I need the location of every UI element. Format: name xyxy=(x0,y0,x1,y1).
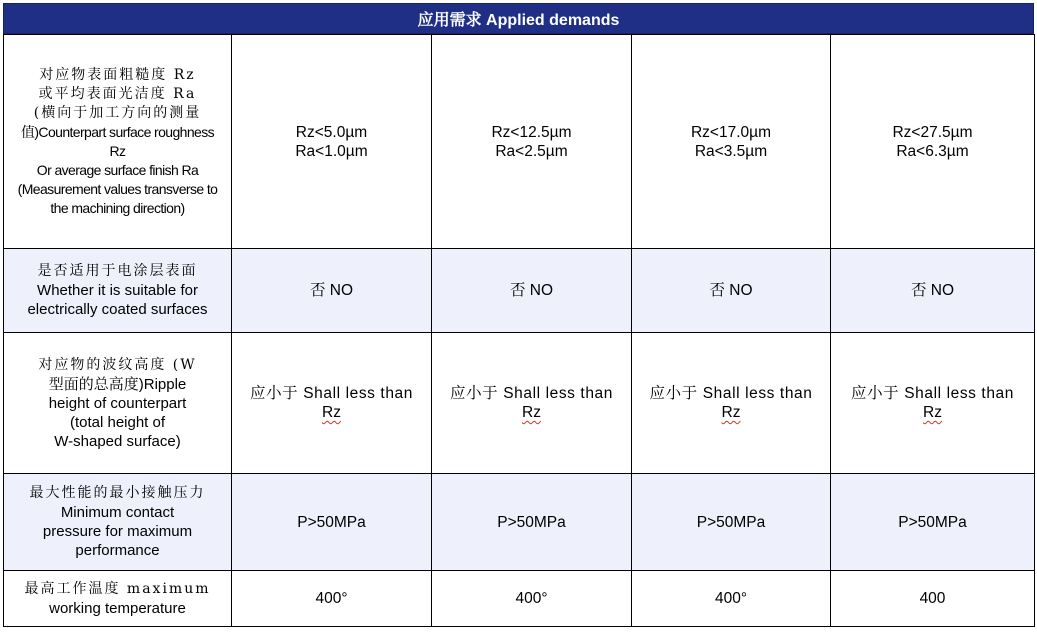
table-row-ripple-height xyxy=(4,333,1035,474)
coated-cell: 否 NO xyxy=(432,249,632,333)
ripple-cell xyxy=(232,333,432,474)
label-line: working temperature xyxy=(49,600,186,617)
coated-cell: 否 NO xyxy=(232,249,432,333)
ripple-text: 应小于 Shall less than xyxy=(249,385,414,402)
label-line: W-shaped surface) xyxy=(54,432,181,450)
pressure-cell: P>50MPa xyxy=(232,474,432,571)
table-row-electrically-coated xyxy=(4,249,1035,333)
label-line: Rz xyxy=(109,142,126,159)
rz-value: Rz<17.0µm xyxy=(690,123,771,141)
ripple-rz: Rz xyxy=(322,404,341,421)
rz-value: Rz<12.5µm xyxy=(491,123,572,141)
label-line: 最高工作温度 maximum xyxy=(24,581,211,597)
ripple-cell xyxy=(831,333,1035,474)
row-label-max-temperature xyxy=(4,571,232,627)
temperature-cell: 400 xyxy=(831,571,1035,627)
temperature-cell: 400° xyxy=(632,571,831,627)
label-line: 对应物表面粗糙度 Rz xyxy=(39,66,196,83)
roughness-cell xyxy=(232,35,432,249)
label-line: 是否适用于电涂层表面 xyxy=(37,263,198,279)
label-line: 最大性能的最小接触压力 xyxy=(29,485,206,501)
label-line: performance xyxy=(75,542,160,559)
row-label-contact-pressure xyxy=(4,474,232,571)
roughness-cell xyxy=(432,35,632,249)
ripple-text: 应小于 Shall less than xyxy=(449,385,614,402)
ra-value: Ra<2.5µm xyxy=(495,142,568,160)
label-line: (total height of xyxy=(69,413,166,431)
ripple-cell xyxy=(632,333,831,474)
rz-value: Rz<5.0µm xyxy=(295,123,368,141)
ripple-text: 应小于 Shall less than xyxy=(850,385,1015,402)
label-line: 对应物的波纹高度 (W xyxy=(38,356,197,373)
ripple-cell xyxy=(432,333,632,474)
roughness-cell xyxy=(632,35,831,249)
label-line: 或平均表面光洁度 Ra xyxy=(38,85,197,102)
roughness-cell xyxy=(831,35,1035,249)
row-label-electrically-coated xyxy=(4,249,232,333)
applied-demands-table xyxy=(3,34,1035,627)
label-line: (Measurement values transverse to xyxy=(17,180,218,197)
pressure-cell: P>50MPa xyxy=(632,474,831,571)
demands-table-container xyxy=(3,3,1034,627)
label-line: Minimum contact xyxy=(60,504,175,521)
pressure-cell: P>50MPa xyxy=(831,474,1035,571)
label-line: electrically coated surfaces xyxy=(27,301,208,318)
ra-value: Ra<1.0µm xyxy=(295,142,368,160)
label-line: 值)Counterpart surface roughness xyxy=(20,123,215,140)
temperature-cell: 400° xyxy=(432,571,632,627)
coated-cell: 否 NO xyxy=(831,249,1035,333)
row-label-surface-roughness xyxy=(4,35,232,249)
label-line: 型面的总高度)Ripple xyxy=(48,375,187,393)
label-line: height of counterpart xyxy=(48,394,187,412)
coated-cell: 否 NO xyxy=(632,249,831,333)
ra-value: Ra<6.3µm xyxy=(896,142,969,160)
label-line: Or average surface finish Ra xyxy=(36,161,199,178)
label-line: Whether it is suitable for xyxy=(37,282,198,299)
ripple-rz: Rz xyxy=(923,404,942,421)
ripple-text: 应小于 Shall less than xyxy=(649,385,813,402)
table-row-max-temperature xyxy=(4,571,1035,627)
temperature-cell: 400° xyxy=(232,571,432,627)
label-line: pressure for maximum xyxy=(42,523,193,540)
label-line: the machining direction) xyxy=(50,199,185,216)
table-row-contact-pressure xyxy=(4,474,1035,571)
row-label-ripple-height xyxy=(4,333,232,474)
table-row-surface-roughness xyxy=(4,35,1035,249)
label-line: (横向于加工方向的测量 xyxy=(33,104,202,121)
ripple-rz: Rz xyxy=(522,404,541,421)
ripple-rz: Rz xyxy=(721,404,741,421)
ra-value: Ra<3.5µm xyxy=(694,142,768,160)
pressure-cell: P>50MPa xyxy=(432,474,632,571)
rz-value: Rz<27.5µm xyxy=(892,123,973,141)
table-title: 应用需求 Applied demands xyxy=(3,3,1034,34)
